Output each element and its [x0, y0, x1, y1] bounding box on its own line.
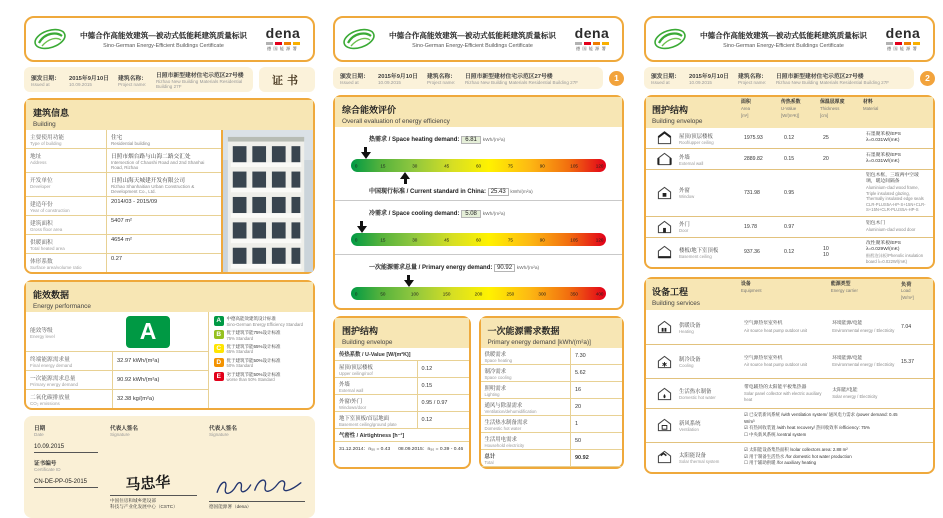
energy-grade-legend [209, 312, 313, 408]
service-row-cooling: 制冷设备 Cooling 空气源热泵室外机 Air source heat pump outdoor unit 环境能源/电能 Environmental energy / Electricity 15.37 [646, 344, 933, 378]
col-header-material: 材料 Material [863, 100, 879, 111]
envelope-row-basement: 楼板/地下室顶板 Basement ceiling 937.36 0.12 10 10 改性聚苯板/EPS λ=0.029W/(mK) 酚醛泡沫板/Phenolic insulation board λ=0.022W/(mK) [646, 237, 933, 267]
cooling-scale-bar: 0 15 30 45 60 75 90 105 120 [351, 233, 606, 246]
date-value: 10.09.2015 [34, 437, 98, 453]
energy-level-row: 能效等级 Energy level A [26, 312, 208, 352]
building-row: 建造年份 Year of construction 2014/03 - 2015/09 [26, 197, 221, 216]
door-house-icon [657, 220, 672, 234]
certificate-id: CN-DE-PP-05-2015 [34, 472, 98, 488]
china-standard-marker [400, 172, 410, 184]
demand-total-row: 总计 Total 90.92 [481, 450, 623, 467]
cooling-value-marker [357, 221, 367, 233]
energy-row: 二氧化碳排放量 CO₂ emissions 32.38 kg/(m²a) [26, 390, 208, 408]
header-title-en: Sino-German Energy-Efficient Buildings Certificate [103, 42, 224, 49]
cstc-org-name: 中国住房和城乡建设部 科技与产业化发展中心（CSTC） [110, 495, 197, 510]
envelope-uvalue-section: 围护结构 Building envelope 传热系数 / U-Value [W/(m²K)] 屋顶/顶层楼板 Upper ceiling/roof 0.12 外墙 External wall 0.15 外窗/外门 Windows/door 0.95 / 0.97 地下室顶板/首层地面 Basement ceiling/ground plate 0.12 气密性 / Airtightness [h⁻¹] 31.12.2014：n₅₀ = 0.43 08.09.2015：n₅₀ = 0.39 - 0.46 [333, 316, 471, 469]
dena-logo: dena 德国能源署 [260, 26, 306, 52]
primary-energy-value: 90.92 [494, 264, 515, 272]
header-title-zh: 中德合作高能效建筑—被动式低能耗建筑质量标识 [79, 30, 248, 40]
legend-item: E 劣于建筑节能50%设计标准 worse than 50% Standard [214, 372, 308, 383]
certificate-page-2 [333, 16, 624, 469]
certificate-header: 中德合作高能效建筑—被动式低能耗建筑质量标识 Sino-German Energy-Efficient Buildings Certificate dena 德国能源署 [333, 16, 624, 62]
primary-value-marker [404, 275, 414, 287]
signature-section: 日期 Date 10.09.2015 证书编号 Certificate ID CN-DE-PP-05-2015 代表人签名 Signature 马忠华 中国住房和城乡建设部 科技与产业化发展中心（CSTC） 代表人签名 Signature 德国能源署（dena） [24, 416, 315, 518]
certificate-header: 中德合作高能效建筑—被动式低能耗建筑质量标识 Sino-German Energy-Efficient Buildings Certificate dena 德国能源署 [644, 16, 935, 62]
airtightness-header: 气密性 / Airtightness [h⁻¹] [335, 429, 469, 442]
envelope-detail-section: 围护结构 Building envelope 面积 Area [m²] 传热系数 U-Value [W/(m²K)] 保温层厚度 Thickness [cm] 材料 Material 屋顶/顶层楼板 Roof/upper ceiling 1975.93 0.12 25 石墨聚苯板/EPS λ=0.031W/(mK) 外墙 External wall 2889.82 0.15 20 石墨聚苯板/EPS λ=0.031W/(mK) 外窗 Window 731.98 0.95 铝包木框，三玻两中空玻璃，暖边间隔条 Aluminium-clad wood frame, Triple insulated glazing, Thermally insulated edge seals CLR-PLUS5A-HP-S+15N+CLR-S+15N+CLR-PLUS5A-HP-S 外门 Door 19.78 0.97 铝包木门 Aluminium-clad wood door 楼板/地下室顶板 Basement ceiling 937.36 0.12 10 10 改性聚苯板/EPS λ=0.029W/(mK) 酚醛泡沫板/Phenolic insulation board λ=0.022W/(mK) [644, 95, 935, 269]
energy-row: 一次能源需求总量 Primary energy demand 90.92 kWh/(m²a) [26, 371, 208, 390]
service-row-heating: 供暖设备 Heating 空气源热泵室外机 Air source heat pump outdoor unit 环境能源/电能 Environmental energy / Electricity 7.04 [646, 310, 933, 344]
building-row: 供暖面积 Total heated area 4654 m² [26, 235, 221, 254]
demand-row: 生活用电需求 Household electricity 50 [481, 433, 623, 450]
legend-item: D 优于建筑节能50%设计标准 50% Standard [214, 358, 308, 369]
demand-row: 制冷需求 Space cooling 5.62 [481, 365, 623, 382]
overall-evaluation-section: 综合能效评价 Overall evaluation of energy efficiency 热需求 / Space heating demand: 6.81 kWh/(m²a) 0 15 30 45 60 75 90 105 120 中国现行标准 / Current standard in China: 25.43 kWh/(m²a) 冷需求 / Space cooling demand: 5.08 kWh/(m²a) 0 15 30 45 60 75 90 105 120 一次能源需求总量 / Primary energy demand: 90.92 kWh/(m²a) 0 50 100 150 200 250 300 350 400 [333, 95, 624, 310]
hot-water-icon [657, 387, 672, 401]
cstc-logo [342, 26, 376, 52]
wall-house-icon [657, 152, 672, 166]
cstc-signature: 马忠华 [124, 472, 171, 494]
col-header-load: 负荷 Load [W/m²] [901, 282, 914, 300]
certificate-page-3 [644, 16, 935, 474]
envelope-row-roof: 屋顶/顶层楼板 Roof/upper ceiling 1975.93 0.12 25 石墨聚苯板/EPS λ=0.031W/(mK) [646, 128, 933, 148]
uvalue-row: 外窗/外门 Windows/door 0.95 / 0.97 [335, 395, 469, 412]
window-house-icon [657, 186, 672, 200]
dena-org-name: 德国能源署（dena） [209, 501, 305, 510]
demand-row: 生活热水制备需求 Domestic hot water 1 [481, 416, 623, 433]
airtightness-values: 31.12.2014：n₅₀ = 0.43 08.09.2015：n₅₀ = 0.39 - 0.46 [339, 447, 464, 452]
col-header-area: 面积 Area [m²] [741, 100, 751, 118]
energy-row: 终端能源需求量 Final energy demand 32.97 kWh/(m²a) [26, 352, 208, 371]
uvalue-header: 传热系数 / U-Value [W/(m²K)] [335, 348, 469, 361]
building-row: 主要使用功能 Type of building 住宅 Residential building [26, 130, 221, 149]
building-row: 体形系数 Surface area/volume ratio 0.27 [26, 254, 221, 272]
cstc-logo [33, 26, 67, 52]
page-number: 2 [920, 71, 935, 86]
building-photo [221, 130, 313, 272]
checklist-item: ☑ 太阳能设备集热面积 /solar collectors area: 2.88 m² [744, 447, 848, 453]
demand-row: 通风与除湿需求 Ventilation/dehumidification 20 [481, 399, 623, 416]
heating-icon [657, 320, 672, 334]
ventilation-icon [657, 418, 672, 432]
solar-icon [657, 450, 672, 464]
building-info-section: 建筑信息 Building 主要使用功能 Type of building 住宅 Residential building 地址 Address 日照市烟台路与山海二路交汇处 Intersection of Chaoshi Road and 2nd Shanhai Road, Rizhao 开发单位 Developer 日照山海天城建开发有限公司 Rizhao Shanhaitian Urban Construction & Development Co., Ltd. 建造年份 Year of construction 2014/03 - 2015/09 建筑面积 Gross floor area 5407 m² 供暖面积 Total heated area 4654 m² 体形系数 Surface area/volume ratio 0.27 [24, 98, 315, 274]
meta-strip: 颁发日期： Issued at 2015年9月10日 10.09.2015 建筑名称： Project name: 日照市新型建材住宅示范区27号楼 Rizhao New Building Materials Residential Building 27F 2 [644, 67, 935, 89]
energy-grade-badge: A [126, 316, 170, 348]
heating-scale-bar: 0 15 30 45 60 75 90 105 120 [351, 159, 606, 172]
page-number: 1 [609, 71, 624, 86]
building-row: 地址 Address 日照市烟台路与山海二路交汇处 Intersection of Chaoshi Road and 2nd Shanhai Road, Rizhao [26, 149, 221, 173]
demand-row: 供暖需求 Space heating 7.30 [481, 348, 623, 365]
checklist-item: ☑ 已安装新风系统 /with ventilation system/ 通风电力需求 /power demand: 0.45 W/m³ [744, 412, 898, 424]
heating-scale-block: 热需求 / Space heating demand: 6.81 kWh/(m²a) 0 15 30 45 60 75 90 105 120 中国现行标准 / Current standard in China: 25.43 kWh/(m²a) [335, 127, 622, 200]
col-header-uvalue: 传热系数 U-Value [W/(m²K)] [781, 100, 801, 118]
building-row: 建筑面积 Gross floor area 5407 m² [26, 216, 221, 235]
cooling-icon [657, 355, 672, 369]
certificate-page-1 [24, 16, 315, 518]
meta-strip: 颁发日期： Issued at 2015年9月10日 10.09.2015 建筑名称： Project name: 日照市新型建材住宅示范区27号楼 Rizhao New Building Materials Residential Building 27F 1 [333, 67, 624, 89]
checklist-item: ☐ 中央新风系统 /central system [744, 431, 807, 437]
checklist-item: ☐ 用于辅助供暖 /for auxiliary heating [744, 460, 817, 466]
building-row: 开发单位 Developer 日照山海天城建开发有限公司 Rizhao Shanhaitian Urban Construction & Development Co., Ltd. [26, 173, 221, 197]
cstc-logo [653, 26, 687, 52]
demand-row: 照明需求 Lighting 16 [481, 382, 623, 399]
dena-signature [213, 475, 305, 499]
service-row-ventilation: 新风系统 Ventilation ☑ 已安装新风系统 /with ventilation system/ 通风电力需求 /power demand: 0.45 W/m³ ☑ 有热回收装置 /with heat recovery/ 热回收效率 /efficiency: 75% ☐ 中央新风系统 /central system [646, 408, 933, 441]
primary-demand-section: 一次能源需求数据 Primary energy demand [kWh/(m²a)] 供暖需求 Space heating 7.30 制冷需求 Space cooling 5.62 照明需求 Lighting 16 通风与除湿需求 Ventilation/dehumidification 20 生活热水制备需求 Domestic hot water 1 生活用电需求 Household electricity 50 总计 Total 90.92 [479, 316, 625, 469]
legend-item: A 中德高能效建筑设计标准 Sino-German Energy Efficiency Standard [214, 316, 308, 327]
heating-value-marker [361, 147, 371, 159]
primary-energy-scale-block: 一次能源需求总量 / Primary energy demand: 90.92 kWh/(m²a) 0 50 100 150 200 250 300 350 400 [335, 254, 622, 308]
dena-logo: dena 德国能源署 [574, 25, 610, 51]
service-row-hot-water: 生活热水制备 Domestic hot water 带电辅热的太阳能平板集热器 Solar panel collector with electric auxiliary heat 太阳能/电能 Solar energy / Electricity [646, 378, 933, 408]
col-header-equipment: 设备 Equipment [741, 282, 762, 293]
envelope-row-door: 外门 Door 19.78 0.97 铝包木门 Aluminium-clad wood door [646, 216, 933, 237]
legend-item: C 优于建筑节能65%设计标准 65% Standard [214, 344, 308, 355]
building-services-section: 设备工程 Building services 设备 Equipment 能源类型 Energy carrier 负荷 Load [W/m²] 供暖设备 Heating 空气源热泵室外机 Air source heat pump outdoor unit 环境能源/电能 Environmental energy / Electricity 7.04 制冷设备 Cooling 空气源热泵室外机 Air source heat pump outdoor unit 环境能源/电能 Environmental energy / Electricity 15.37 生活热水制备 Domestic hot water 带电辅热的太阳能平板集热器 Solar panel collector with electric auxiliary heat 太阳能/电能 Solar energy / Electricity 新风系统 Ventilation ☑ 已安装新风系统 /with ventilation system/ 通风电力需求 /power demand: 0.45 W/m³ ☑ 有热回收装置 /with heat recovery/ 热回收效率 /efficiency: 75% ☐ 中央新风系统 /central system 太阳能设备 Solar thermal system ☑ 太阳能设备集热面积 /solar collectors area: 2.88 m² ☑ 用于制备生活热水 /for domestic hot water production ☐ 用于辅助供暖 /for auxiliary heating [644, 277, 935, 473]
certificate-badge: 证书 [259, 67, 315, 92]
meta-strip: 颁发日期： Issued at 2015年9月10日 10.09.2015 建筑名称： Project name: 日照市新型建材住宅示范区27号楼 Rizhao New Building Materials Residential Building 27F 证书 [24, 67, 315, 92]
primary-scale-bar: 0 50 100 150 200 250 300 350 400 [351, 287, 606, 300]
checklist-item: ☑ 有热回收装置 /with heat recovery/ 热回收效率 /efficiency: 75% [744, 425, 870, 431]
floor-house-icon [657, 245, 672, 259]
col-header-thickness: 保温层厚度 Thickness [cm] [820, 100, 845, 118]
dena-logo-dashes [260, 42, 306, 45]
dena-logo: dena 德国能源署 [885, 25, 921, 51]
cooling-value: 5.08 [461, 210, 481, 218]
legend-item: B 优于建筑节能75%设计标准 75% Standard [214, 330, 308, 341]
roof-house-icon [657, 131, 672, 145]
heating-value: 6.81 [461, 136, 481, 144]
checklist-item: ☑ 用于制备生活热水 /for domestic hot water production [744, 453, 852, 459]
china-standard-value: 25.43 [488, 188, 509, 196]
energy-performance-section: 能效数据 Energy performance 能效等级 Energy level A 终端能源需求量 Final energy demand 32.97 kWh/(m²a) 一次能源需求总量 Primary energy demand 90.92 kWh/(m²a) 二氧化碳排放量 CO₂ emissions 32.38 kg/(m²a) A 中德高能效建筑设计标准 Sino-German Energy Efficiency Standard B 优于建筑节能75%设计标准 75% Standard C 优于建筑节能65%设计标准 65% Standard D 优于建筑节能50%设计标准 50% Standard E 劣于建筑节能50%设计标准 worse than 50% Standard [24, 280, 315, 410]
service-row-solar: 太阳能设备 Solar thermal system ☑ 太阳能设备集热面积 /solar collectors area: 2.88 m² ☑ 用于制备生活热水 /for domestic hot water production ☐ 用于辅助供暖 /for auxiliary heating [646, 442, 933, 472]
uvalue-row: 屋顶/顶层楼板 Upper ceiling/roof 0.12 [335, 361, 469, 378]
certificate-header [24, 16, 315, 62]
uvalue-row: 地下室顶板/首层地面 Basement ceiling/ground plate 0.12 [335, 412, 469, 429]
uvalue-row: 外墙 External wall 0.15 [335, 378, 469, 395]
envelope-row-window: 外窗 Window 731.98 0.95 铝包木框，三玻两中空玻璃，暖边间隔条 Aluminium-clad wood frame, Triple insulated glazing, Thermally insulated edge seals CLR-PLUS5A-HP-S+15N+CLR-S+15N+CLR-PLUS5A-HP-S [646, 169, 933, 216]
cooling-scale-block: 冷需求 / Space cooling demand: 5.08 kWh/(m²a) 0 15 30 45 60 75 90 105 120 [335, 200, 622, 254]
col-header-carrier: 能源类型 Energy carrier [830, 282, 858, 293]
envelope-row-wall: 外墙 External wall 2889.82 0.15 20 石墨聚苯板/EPS λ=0.031W/(mK) [646, 148, 933, 169]
